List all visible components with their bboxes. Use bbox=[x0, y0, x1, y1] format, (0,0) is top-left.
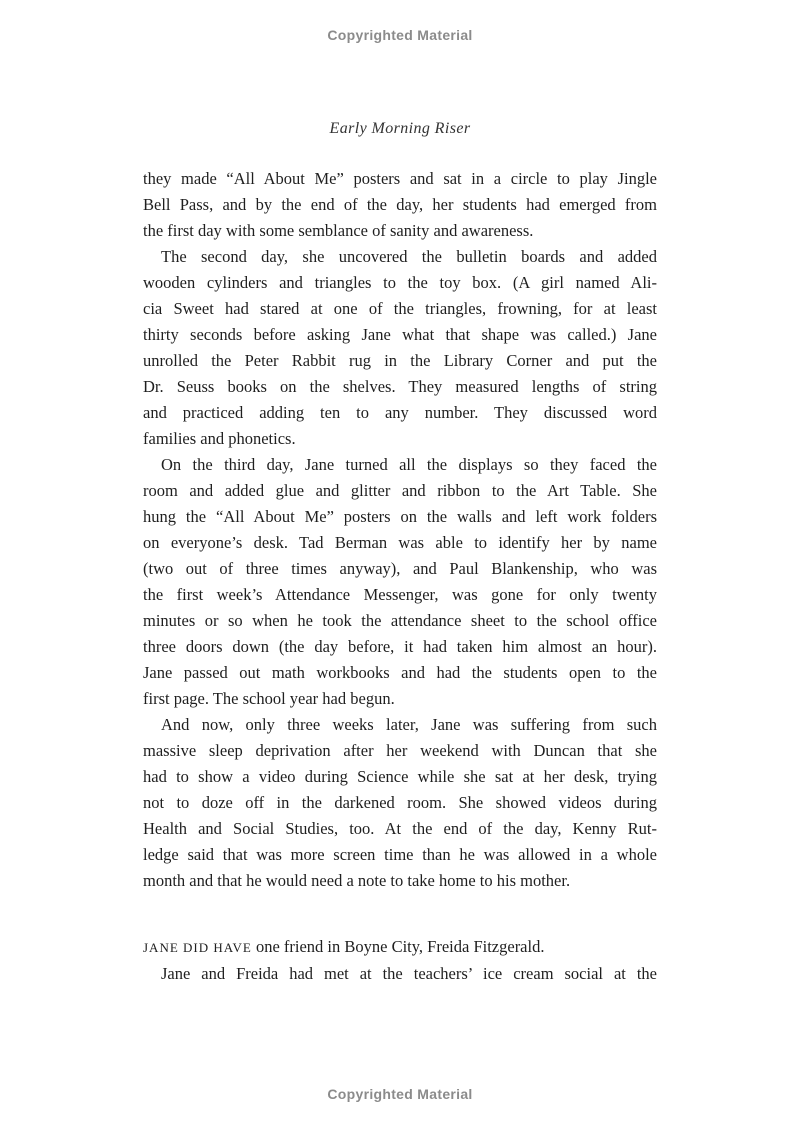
text-line: first page. The school year had begun. bbox=[143, 689, 395, 708]
paragraph bbox=[143, 166, 657, 244]
paragraph bbox=[143, 961, 657, 987]
paragraph bbox=[143, 712, 657, 894]
text-line: month and that he would need a note to take home to his mother. bbox=[143, 871, 571, 890]
text-line: cia Sweet had stared at one of the triangles, frowning, for at least bbox=[143, 299, 657, 318]
text-line: they made “All About Me” posters and sat in a circle to play Jingle bbox=[143, 169, 657, 188]
running-head: Early Morning Riser bbox=[329, 120, 471, 137]
body-text bbox=[143, 166, 657, 987]
text-line: wooden cylinders and triangles to the toy box. (A girl named Ali- bbox=[143, 273, 657, 292]
copyright-notice-bottom: Copyrighted Material bbox=[327, 1086, 473, 1102]
text-line: room and added glue and glitter and ribbon to the Art Table. She bbox=[143, 481, 657, 500]
text-line: ledge said that was more screen time than he was allowed in a whole bbox=[143, 845, 657, 864]
text-line: unrolled the Peter Rabbit rug in the Library Corner and put the bbox=[143, 351, 657, 370]
smallcaps-lead: JANE DID HAVE bbox=[143, 940, 252, 955]
text-line: On the third day, Jane turned all the displays so they faced the bbox=[161, 455, 657, 474]
text-line: And now, only three weeks later, Jane was suffering from such bbox=[161, 715, 657, 734]
text-line: Jane passed out math workbooks and had the students open to the bbox=[143, 663, 657, 682]
text-line: and practiced adding ten to any number. They discussed word bbox=[143, 403, 657, 422]
paragraph bbox=[143, 934, 657, 961]
text-line: The second day, she uncovered the bulletin boards and added bbox=[161, 247, 657, 266]
text-line: had to show a video during Science while she sat at her desk, trying bbox=[143, 767, 657, 786]
paragraph bbox=[143, 244, 657, 452]
text-line: (two out of three times anyway), and Paul Blankenship, who was bbox=[143, 559, 657, 578]
text-line: on everyone’s desk. Tad Berman was able to identify her by name bbox=[143, 533, 657, 552]
text-line: JANE DID HAVE one friend in Boyne City, Freida Fitzgerald. bbox=[143, 937, 545, 956]
copyright-notice-top: Copyrighted Material bbox=[327, 27, 473, 43]
text-line: the first day with some semblance of sanity and awareness. bbox=[143, 221, 534, 240]
text-line: Bell Pass, and by the end of the day, her students had emerged from bbox=[143, 195, 657, 214]
text-line: Jane and Freida had met at the teachers’ ice cream social at the bbox=[161, 964, 657, 983]
paragraph bbox=[143, 452, 657, 712]
text-line: minutes or so when he took the attendance sheet to the school office bbox=[143, 611, 657, 630]
text-line: three doors down (the day before, it had taken him almost an hour). bbox=[143, 637, 657, 656]
text-line: thirty seconds before asking Jane what that shape was called.) Jane bbox=[143, 325, 657, 344]
text-line: not to doze off in the darkened room. She showed videos during bbox=[143, 793, 657, 812]
text-line: Health and Social Studies, too. At the end of the day, Kenny Rut- bbox=[143, 819, 657, 838]
text-line: massive sleep deprivation after her weekend with Duncan that she bbox=[143, 741, 657, 760]
text-line: families and phonetics. bbox=[143, 429, 296, 448]
text-line: Dr. Seuss books on the shelves. They measured lengths of string bbox=[143, 377, 657, 396]
text-line: hung the “All About Me” posters on the walls and left work folders bbox=[143, 507, 657, 526]
text-line: the first week’s Attendance Messenger, was gone for only twenty bbox=[143, 585, 657, 604]
